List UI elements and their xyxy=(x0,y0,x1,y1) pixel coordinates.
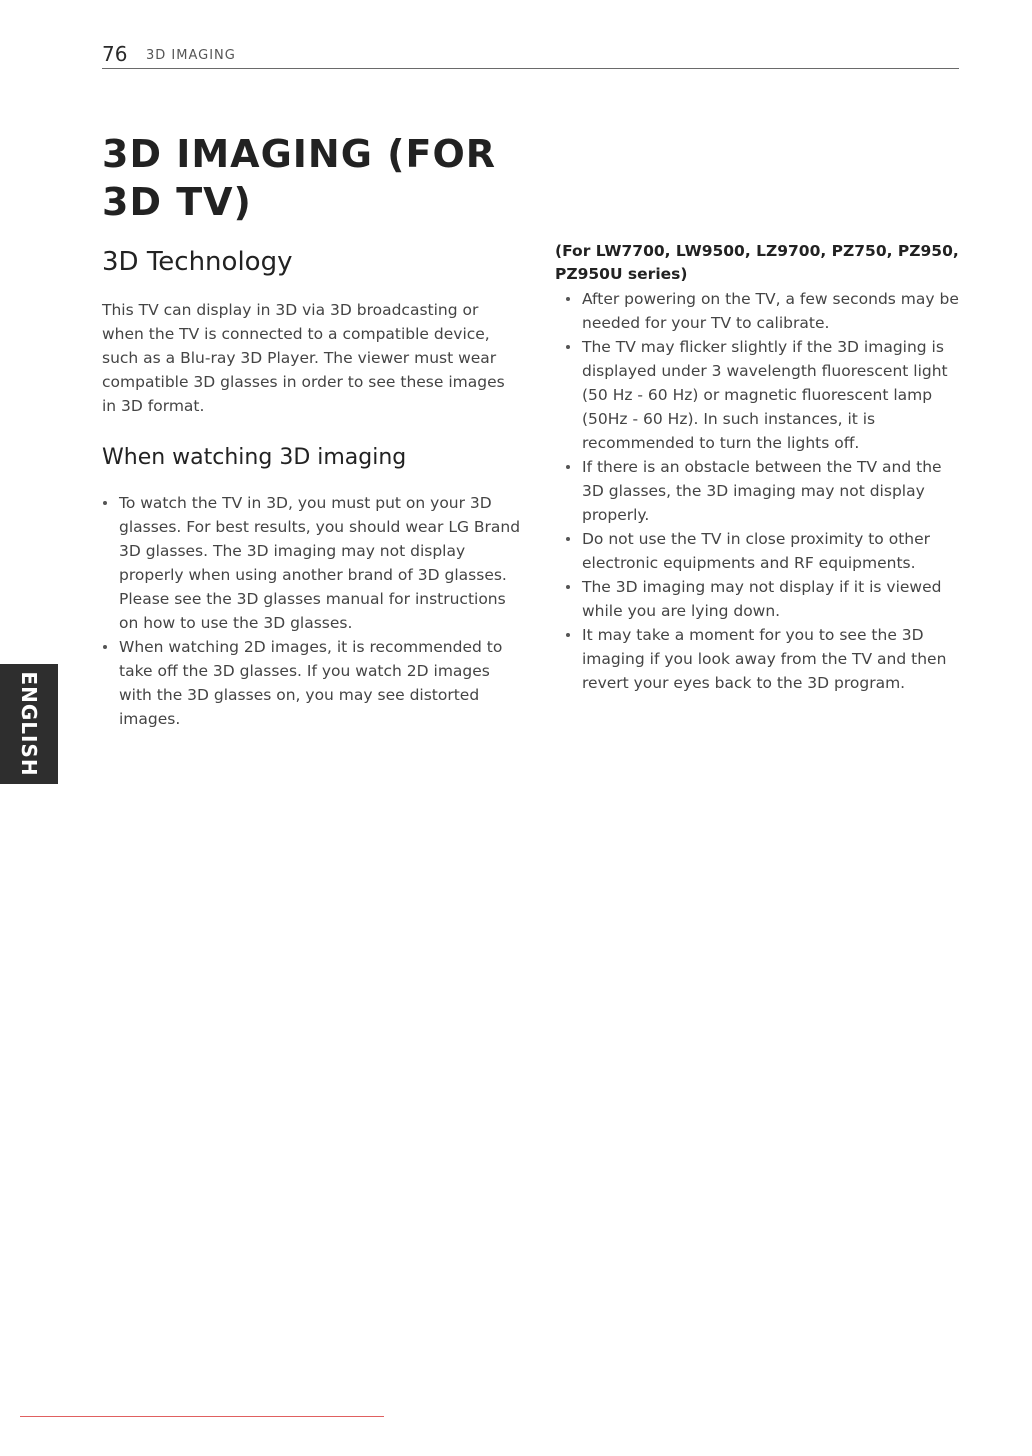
list-item-text: Do not use the TV in close proximity to other electronic equipments and RF equipments. xyxy=(582,530,931,572)
list-item xyxy=(565,527,960,575)
bullet-icon xyxy=(566,585,570,589)
list-item xyxy=(565,455,960,527)
list-item-text: After powering on the TV, a few seconds may be needed for your TV to calibrate. xyxy=(582,290,959,332)
page-number: 76 xyxy=(102,42,128,66)
list-item xyxy=(102,491,522,635)
list-item xyxy=(102,635,522,731)
footer-divider xyxy=(20,1416,384,1417)
series-heading: (For LW7700, LW9500, LZ9700, PZ750, PZ950, PZ950U series) xyxy=(555,242,959,283)
page-header xyxy=(102,40,959,69)
list-item-text: The 3D imaging may not display if it is viewed while you are lying down. xyxy=(582,578,942,620)
list-item-text: To watch the TV in 3D, you must put on your 3D glasses. For best results, you should wear LG Brand 3D glasses. The 3D imaging may not display properly when using another brand of 3D glasses. Please see the 3D glasses manual for instructions on how to use the 3D glasses. xyxy=(119,494,521,632)
series-bullet-list xyxy=(565,287,960,695)
bullet-icon xyxy=(566,465,570,469)
page-title: 3D IMAGING (FOR 3D TV) xyxy=(102,132,497,224)
language-side-tab xyxy=(0,664,58,784)
bullet-icon xyxy=(103,501,107,505)
running-header-title: 3D IMAGING xyxy=(146,48,236,63)
bullet-icon xyxy=(566,537,570,541)
technology-paragraph: This TV can display in 3D via 3D broadcasting or when the TV is connected to a compatible device, such as a Blu-ray 3D Player. The viewer must wear compatible 3D glasses in order to see these images in 3D format. xyxy=(102,301,505,415)
list-item xyxy=(565,287,960,335)
list-item xyxy=(565,335,960,455)
language-tab-label: ENGLISH xyxy=(17,671,41,777)
list-item-text: When watching 2D images, it is recommended to take off the 3D glasses. If you watch 2D images with the 3D glasses on, you may see distorted images. xyxy=(119,638,503,728)
bullet-icon xyxy=(566,345,570,349)
technology-heading: 3D Technology xyxy=(102,247,293,277)
list-item-text: The TV may flicker slightly if the 3D imaging is displayed under 3 wavelength fluorescent light (50 Hz - 60 Hz) or magnetic fluorescent lamp (50Hz - 60 Hz). In such instances, it is recommended to turn the lights off. xyxy=(582,338,948,452)
list-item xyxy=(565,623,960,695)
watching-heading: When watching 3D imaging xyxy=(102,445,407,470)
bullet-icon xyxy=(103,645,107,649)
list-item-text: It may take a moment for you to see the 3D imaging if you look away from the TV and then revert your eyes back to the 3D program. xyxy=(582,626,947,692)
list-item xyxy=(565,575,960,623)
watching-bullet-list xyxy=(102,491,522,731)
bullet-icon xyxy=(566,633,570,637)
list-item-text: If there is an obstacle between the TV and the 3D glasses, the 3D imaging may not display properly. xyxy=(582,458,942,524)
bullet-icon xyxy=(566,297,570,301)
